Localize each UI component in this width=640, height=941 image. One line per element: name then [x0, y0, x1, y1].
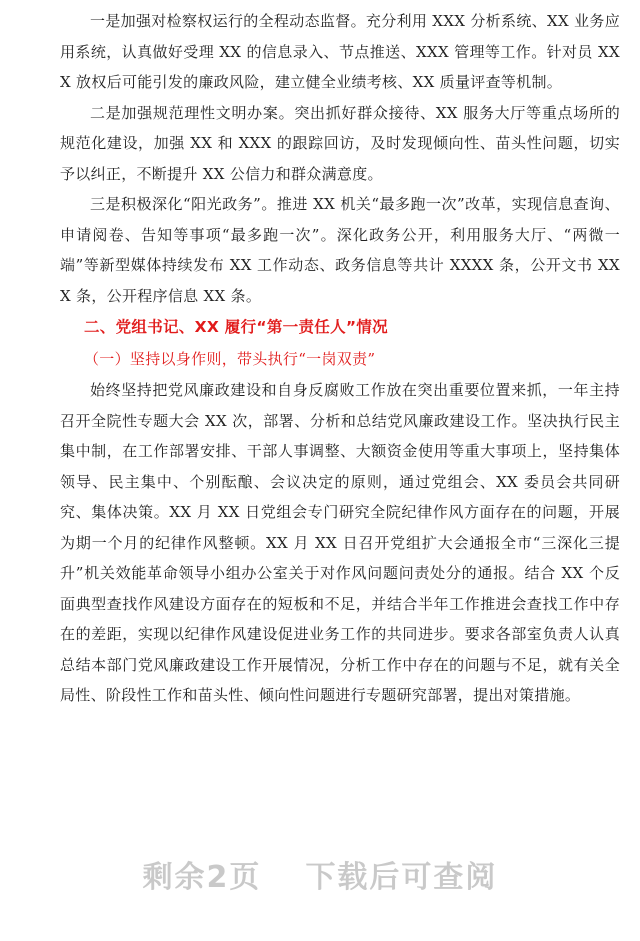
paragraph-standardized-handling: 二是加强规范理性文明办案。突出抓好群众接待、XX 服务大厅等重点场所的规范化建设，加强 XX 和 XXX 的跟踪回访，及时发现倾向性、苗头性问题，切实予以纠正，不断提升 XX 公信力和群众满意度。: [60, 103, 620, 183]
download-banner[interactable]: [0, 848, 640, 908]
paragraph-supervision: 一是加强对检察权运行的全程动态监督。充分利用 XXX 分析系统、XX 业务应用系统，认真做好受理 XX 的信息录入、节点推送、XXX 管理等工作。针对员 XXX 放权后可能引发的廉政风险，建立健全业绩考核、XX 质量评查等机制。: [60, 12, 620, 91]
section-heading: 二、党组书记、XX 履行“第一责任人”情况: [84, 318, 388, 336]
remaining-pages-label: 剩余2页: [142, 860, 262, 895]
document-body: [60, 6, 620, 711]
paragraph-sunshine-affairs: 三是积极深化“阳光政务”。推进 XX 机关“最多跑一次”改革，实现信息查询、申请阅卷、告知等事项“最多跑一次”。深化政务公开，利用服务大厅、“两微一端”等新型媒体持续发布 XX 工作动态、政务信息等共计 XXXX 条，公开文书 XXX 条，公开程序信息 XX 条。: [60, 195, 620, 305]
subsection-heading: （一）坚持以身作则，带头执行“一岗双责”: [84, 350, 376, 368]
download-prompt-label: 下载后可查阅: [305, 860, 498, 895]
paragraph-party-building: 始终坚持把党风廉政建设和自身反腐败工作放在突出重要位置来抓，一年主持召开全院性专题大会 XX 次，部署、分析和总结党风廉政建设工作。坚决执行民主集中制，在工作部署安排、干部人事调整、大额资金使用等重大事项上，坚持集体领导、民主集中、个别酝酿、会议决定的原则，通过党组会、XX 委员会共同研究、集体决策。XX 月 XX 日党组会专门研究全院纪律作风方面存在的问题，开展为期一个月的纪律作风整顿。XX 月 XX 日召开党组扩大会通报全市“三深化三提升”机关效能革命领导小组办公室关于对作风问题问责处分的通报。结合 XX 个反面典型查找作风建设方面存在的短板和不足，并结合半年工作推进会查找工作中存在的差距，实现以纪律作风建设促进业务工作的共同进步。要求各部室负责人认真总结本部门党风廉政建设工作开展情况，分析工作中存在的问题与不足，就有关全局性、阶段性工作和苗头性、倾向性问题进行专题研究部署，提出对策措施。: [60, 381, 620, 704]
